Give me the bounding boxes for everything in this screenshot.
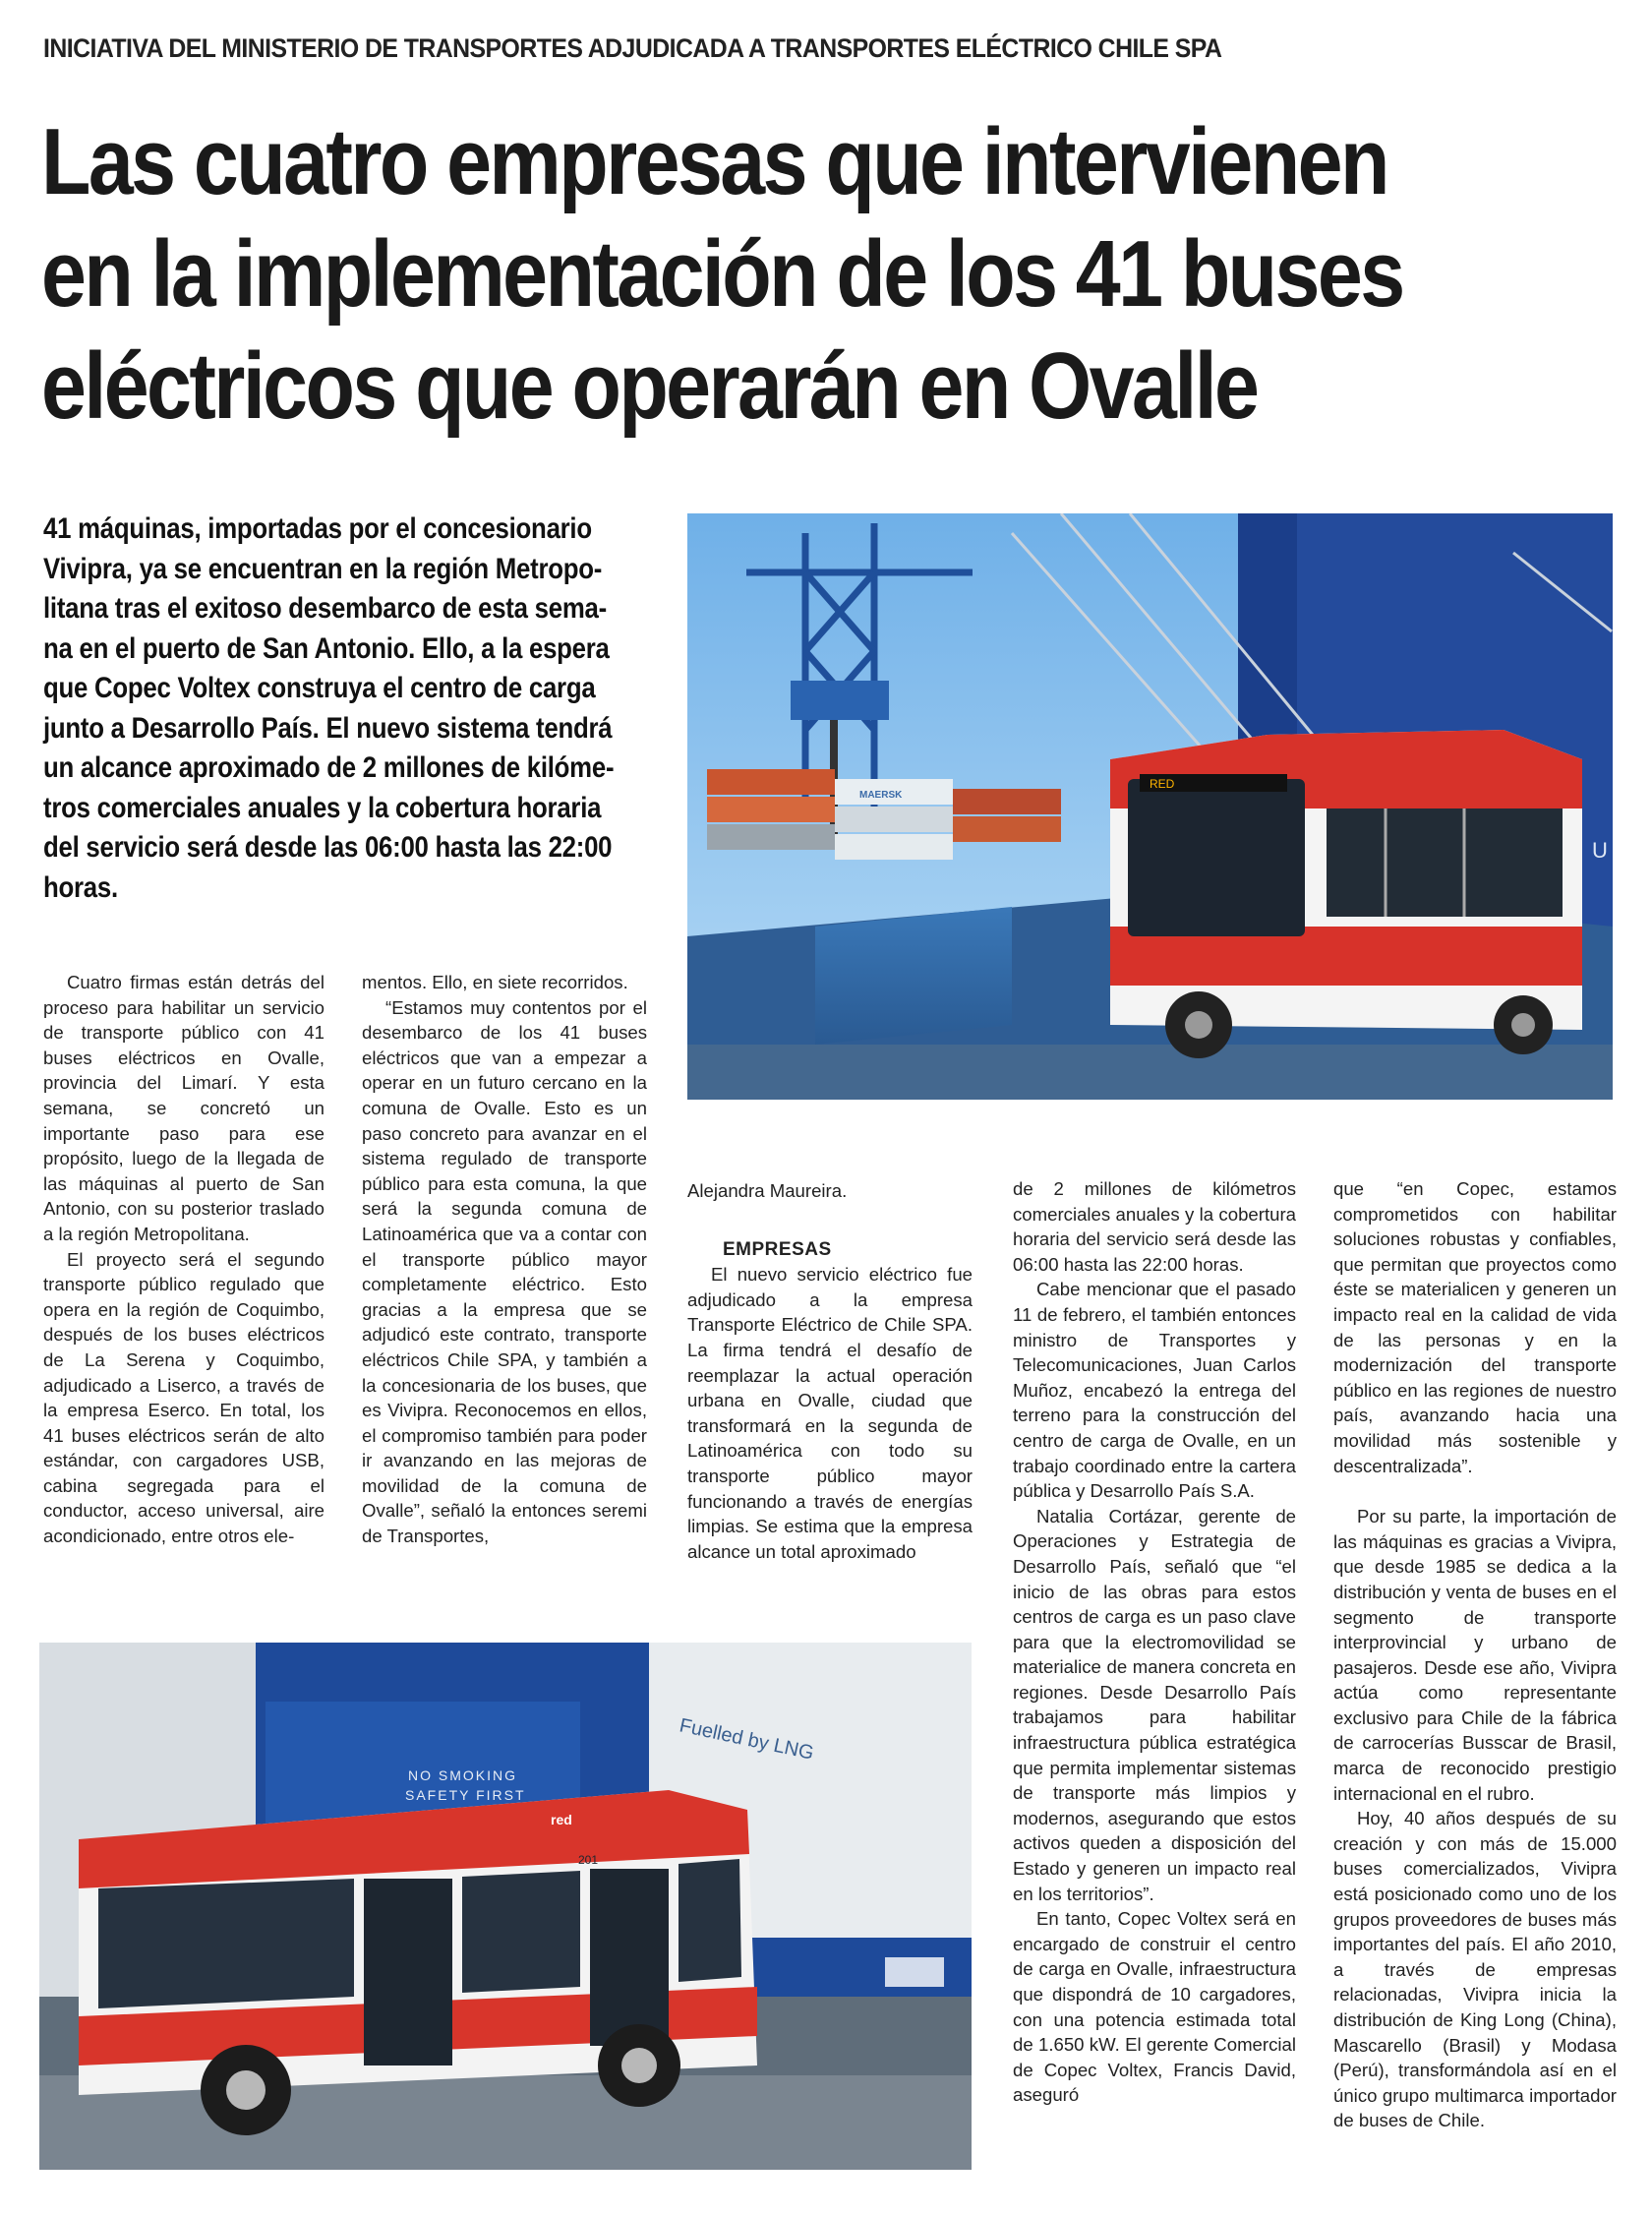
article-column-2 [362,970,647,1549]
ship-text-lng: Fuelled by LNG [677,1714,816,1765]
lead-line: horas. [43,870,118,904]
lead-line: un alcance aproximado de 2 millones de kilóme- [43,751,615,784]
lead-line: Vivipra, ya se encuentran en la región Metropo- [43,552,603,585]
photo-bus-ship [39,1643,972,2170]
paragraph: Por su parte, la importación de las máquinas es gracias a Vivipra, que desde 1985 se dedica a la distribución y venta de buses en el segmento de transporte interprovincial y urbano de pasajeros. Desde ese año, Vivipra actúa como representante exclusivo para Chile de la fábrica de carrocerías Busscar de Brasil, marca de reconocido prestigio internacional en el rubro. [1333,1506,1617,1804]
article-column-4 [1013,1176,1296,2108]
section-heading: EMPRESAS [723,1238,832,1260]
paragraph: mentos. Ello, en siete recorridos. [362,972,628,992]
lead-line: tros comerciales anuales y la cobertura horaria [43,791,602,824]
article-column-1 [43,970,324,1549]
paragraph: En tanto, Copec Voltex será en encargado de construir el centro de carga en Ovalle, infraestructura que dispondrá de 10 cargadores, con una potencia estimada total de 1.650 kW. El gerente Comercial de Copec Voltex, Francis David, aseguró [1013,1908,1296,2106]
paragraph: Natalia Cortázar, gerente de Operaciones y Estrategia de Desarrollo País, señaló que “el inicio de las obras para estos centros de carga es un paso clave para que la electromovilidad se materialice de manera concreta en regiones. Desde Desarrollo País trabajamos para habilitar infraestructura pública estratégica que permita implementar sistemas de transporte más limpios y modernos, asegurando que estos activos queden a disposición del Estado y generen un impacto real en los territorios”. [1013,1505,1296,1904]
article-column-3 [687,1178,973,1564]
paragraph: “Estamos muy contentos por el desembarco de los 41 buses eléctricos que van a empezar a operar en un futuro cercano en la comuna de Ovalle. Esto es un paso concreto para avanzar en el sistema regulado de transporte público para esta comuna, la que será la segunda comuna de Latinoamérica que va a contar con el transporte público mayor completamente eléctrico. Esto gracias a la empresa que se adjudicó este contrato, transporte eléctricos Chile SPA, y también a la concesionaria de los buses, que es Vivipra. Reconocemos en ellos, el compromiso también para poder ir avanzando en las mejoras de movilidad de la comuna de Ovalle”, señaló la entonces seremi de Transportes, [362,996,647,1547]
paragraph: Cabe mencionar que el pasado 11 de febrero, el también entonces ministro de Transportes y Telecomunicaciones, Juan Carlos Muñoz, encabezó la entrega del terreno para la construcción del centro de carga de Ovalle, en un trabajo coordinado entre la cartera pública y Desarrollo País S.A. [1013,1279,1296,1502]
article-kicker: INICIATIVA DEL MINISTERIO DE TRANSPORTES ADJUDICADA A TRANSPORTES ELÉCTRICO CHILE SPA [43,33,1222,63]
photo-bus-port [687,513,1613,1100]
lead-line: junto a Desarrollo País. El nuevo sistema tendrá [43,711,613,745]
container-label: MAERSK [859,790,903,801]
bus-side-logo: red [551,1812,572,1827]
headline-line: Las cuatro empresas que intervienen [41,109,1387,214]
paragraph: de 2 millones de kilómetros comerciales anuales y la cobertura horaria del servicio será desde las 06:00 hasta las 22:00 horas. [1013,1178,1296,1275]
article-column-5 [1333,1176,1617,2133]
paragraph: El proyecto será el segundo transporte público regulado que opera en la región de Coquimbo, después de los buses eléctricos de La Serena y Coquimbo, adjudicado a Liserco, a través de la empresa Eserco. En total, los 41 buses eléctricos serán de alto estándar, con cargadores USB, cabina segregada para el conductor, acceso universal, aire acondicionado, entre otros ele- [43,1248,324,1547]
article-headline [41,106,1634,443]
lead-line: litana tras el exitoso desembarco de esta sema- [43,592,607,625]
ship-text-safety: SAFETY FIRST [405,1787,526,1803]
headline-line: eléctricos que operarán en Ovalle [41,333,1258,439]
paragraph: que “en Copec, estamos comprometidos con habilitar soluciones robustas y confiables, que permitan que proyectos como éste se materialicen y generen un impacto real en la calidad de vida de las personas y en la modernización del transporte público en las regiones de nuestro país, avanzando hacia una movilidad más sostenible y descentralizada”. [1333,1178,1617,1476]
lead-line: que Copec Voltex construya el centro de carga [43,672,596,704]
ship-text-nosmoking: NO SMOKING [408,1767,518,1783]
paragraph: El nuevo servicio eléctrico fue adjudicado a la empresa Transporte Eléctrico de Chile SPA. La firma tendrá el desafío de reemplazar la actual operación urbana en Ovalle, ciudad que transformará en la segunda de Latinoamérica con todo su transporte público mayor funcionando a través de energías limpias. Se estima que la empresa alcance un total aproximado [687,1264,973,1562]
headline-line: en la implementación de los 41 buses [41,221,1403,327]
paragraph: Alejandra Maureira. [687,1180,848,1201]
lead-line: del servicio será desde las 06:00 hasta las 22:00 [43,831,613,864]
hull-letter: U [1592,838,1608,863]
paragraph: Hoy, 40 años después de su creación y con más de 15.000 buses comercializados, Vivipra está posicionado como uno de los grupos proveedores de buses más importantes del país. El año 2010, a través de empresas relacionadas, Vivipra inicia la distribución de King Long (China), Mascarello (Brasil) y Modasa (Perú), transformándola así en el único grupo multimarca importador de buses de Chile. [1333,1808,1617,2131]
lead-line: na en el puerto de San Antonio. Ello, a la espera [43,631,610,665]
article-lead [43,509,653,908]
lead-line: 41 máquinas, importadas por el concesionario [43,512,592,545]
bus-side-number: 201 [578,1853,599,1867]
paragraph: Cuatro firmas están detrás del proceso para habilitar un servicio de transporte público con 41 buses eléctricos en Ovalle, provincia del Limarí. Y esta semana, se concretó un importante paso para ese propósito, luego de la llegada de las máquinas al puerto de San Antonio, con su posterior traslado a la región Metropolitana. [43,972,324,1244]
bus-destination-sign: RED [1150,777,1175,791]
